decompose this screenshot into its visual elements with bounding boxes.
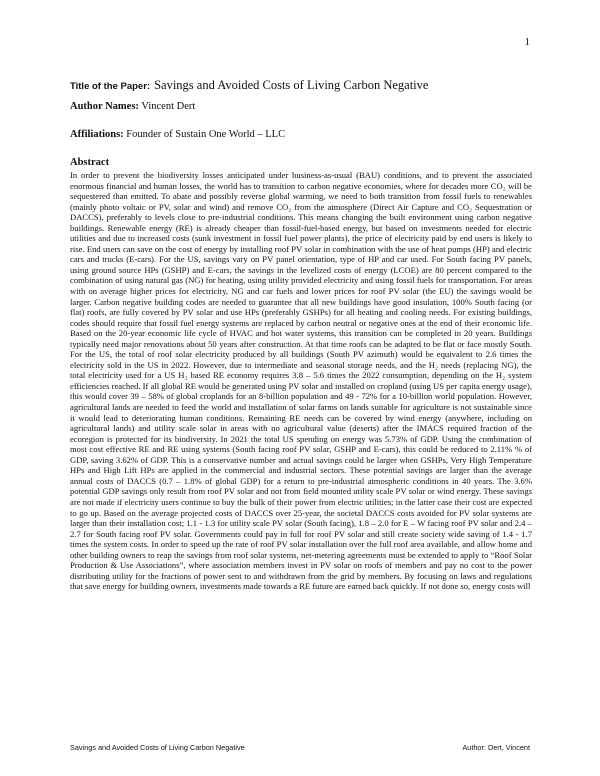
paper-title: Savings and Avoided Costs of Living Carbon Negative bbox=[154, 78, 429, 92]
affiliation-label: Affiliations: bbox=[70, 129, 124, 140]
affiliation-line bbox=[70, 129, 285, 140]
author-name: Vincent Dert bbox=[141, 101, 196, 112]
page-number: 1 bbox=[524, 36, 530, 48]
paper-title-line bbox=[70, 76, 530, 94]
abstract-heading: Abstract bbox=[70, 157, 110, 168]
abstract-body: In order to prevent the biodiversity losses anticipated under business-as-usual (BAU) conditions, and to prevent the associated enormous financial and human losses, the world has to transition to carbon negative economies, where for decades more CO₂ will be sequestered than emitted. To abate and possibly reverse global warming, we need to both transition from fossil fuels to renewables (mainly photo voltaic or PV, solar and wind) and remove CO₂ from the atmosphere (Direct Air Capture and CO₂ Sequestration or DACCS), preferably to levels close to pre-industrial conditions. This means changing the built environment using carbon negative buildings. Renewable energy (RE) is already cheaper than fossil-fuel-based energy, but based on investments needed for electric utilities and due to increased costs (sunk investment in fossil fuel power plants), the price of electricity paid by end users is likely to rise. End users can save on the cost of energy by installing roof PV solar in combination with the use of heat pumps (HP) and electric cars and trucks (E-cars). For the US, savings vary on PV panel orientation, type of HP and car used. For South facing PV panels, using ground source HPs (GSHP) and E-cars, the savings in the levelized costs of energy (LCOE) are 80 percent compared to the combination of using natural gas (NG) for heating, using utility provided electricity and using fossil fuels for transportation. For areas with on average higher prices for electricity, NG and car fuels and lower prices for roof PV solar (the EU) the savings would be larger. Carbon negative building codes are needed to guarantee that all new buildings have good insulation, 100% South facing (or flat) roofs, are fully covered by PV solar and use HPs (preferably GSHPs) for all heating and cooling needs. For existing buildings, codes should require that fossil fuel energy systems are replaced by carbon neutral or negative ones at the end of their economic life. Based on the 20-year economic life cycle of HVAC and hot water systems, this transition can be completed in 20 years. Buildings typically need major renovations about 50 years after construction. At that time roofs can be adapted to be flat or face mostly South. For the US, the total of roof solar electricity produced by all buildings (South PV azimuth) would be equivalent to 2.6 times the electricity sold in the US in 2022. However, due to intermediate and seasonal storage needs, and the H₂ needs (replacing NG), the total electricity used for a US H₂ based RE economy requires 3.8 – 5.6 times the 2022 consumption, depending on the H₂ system efficiencies reached. If all global RE would be generated using PV solar and installed on cropland (using US per capita energy usage), this would cover 39 – 58% of global croplands for an 8-billion population and 49 - 72% for a 10-billion world population. However, agricultural lands are needed to feed the world and installation of solar farms on lands suitable for agriculture is not sustainable since it would lead to deteriorating human conditions. Remaining RE needs can be covered by wind energy (anywhere, including on agricultural lands) and utility scale solar in areas with no agricultural value (deserts) after the IMACS required fraction of the ecoregion is protected for its biodiversity. In 2021 the total US spending on energy was 5.73% of GDP. Using the combination of most cost effective RE and RE using systems (South facing roof PV solar, GSHP and E-cars), this could be reduced to 2.11% % of GDP, saving 3.62% of GDP. This is a conservative number and actual savings could be larger when GSHPs, Very High Temperature HPs and High Lift HPs are applied in the commercial and industrial sectors. These potential savings are larger than the average annual costs of DACCS (0.7 – 1.8% of global GDP) for a return to pre-industrial atmospheric conditions in 40 years. The 3.6% potential GDP savings only result from roof PV solar and not from field mounted utility scale PV solar or wind energy. These savings are not made if electricity users continue to buy the bulk of their power from electric utilities; in the latter case their cost are expected to go up. Based on the average projected costs of DACCS over 25-year, the societal DACCS costs avoided for PV solar systems are larger than their installation cost; 1.1 - 1.3 for utility scale PV solar (South facing), 1.8 – 2.0 for E – W facing roof PV solar and 2.4 – 2.7 for South facing roof PV solar. Governments could pay in full for roof PV solar and still create society wide saving of 1.4 - 1.7 times the system costs. In order to speed up the rate of roof PV solar installation over the full roof area available, and allow home and other building owners to reap the savings from roof solar systems, net-metering agreements must be extended to apply to “Roof Solar Production & Use Associations”, where association members invest in PV solar on roofs of members and pay no cost to the power distributing utility for the fractions of power sent to and withdrawn from the grid by members. By focusing on laws and regulations that save energy for building owners, investments made towards a RE future are earned back quickly. If not done so, energy costs will bbox=[70, 170, 532, 592]
page-footer bbox=[70, 743, 530, 752]
affiliation-value: Founder of Sustain One World – LLC bbox=[126, 129, 286, 140]
author-label: Author Names: bbox=[70, 101, 139, 112]
footer-left: Savings and Avoided Costs of Living Carbon Negative bbox=[70, 743, 245, 752]
footer-right: Author: Dert, Vincent bbox=[462, 743, 530, 752]
title-label: Title of the Paper: bbox=[70, 81, 151, 92]
author-line bbox=[70, 101, 195, 112]
